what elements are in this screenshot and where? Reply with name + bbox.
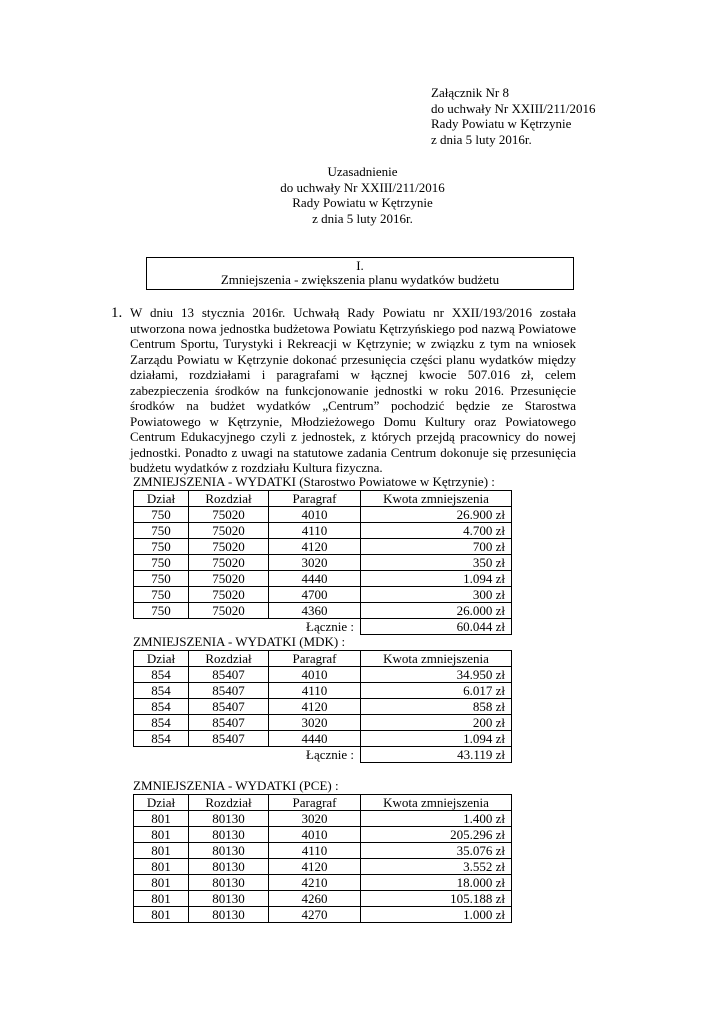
annex-header bbox=[431, 85, 596, 147]
cell-rozdzial: 85407 bbox=[189, 683, 269, 699]
header-kwota: Kwota zmniejszenia bbox=[361, 795, 512, 811]
section-heading: Zmniejszenia - zwiększenia planu wydatków budżetu bbox=[220, 272, 500, 287]
cell-kwota: 350 zł bbox=[361, 555, 512, 571]
cell-dzial: 750 bbox=[134, 587, 189, 603]
title-line: Rady Powiatu w Kętrzynie bbox=[292, 195, 433, 210]
table-total-row bbox=[134, 619, 512, 635]
cell-dzial: 801 bbox=[134, 875, 189, 891]
section-heading-box bbox=[146, 257, 574, 290]
cell-kwota: 4.700 zł bbox=[361, 523, 512, 539]
cell-kwota: 26.900 zł bbox=[361, 507, 512, 523]
document-title bbox=[0, 164, 725, 226]
cell-rozdzial: 85407 bbox=[189, 731, 269, 747]
table-row bbox=[134, 843, 512, 859]
cell-dzial: 801 bbox=[134, 827, 189, 843]
header-paragraf: Paragraf bbox=[269, 651, 361, 667]
table-row bbox=[134, 667, 512, 683]
cell-paragraf: 4270 bbox=[269, 907, 361, 923]
table-header-row bbox=[134, 491, 512, 507]
title-line: Uzasadnienie bbox=[327, 164, 398, 179]
table-total-row bbox=[134, 747, 512, 763]
cell-paragraf: 4260 bbox=[269, 891, 361, 907]
cell-rozdzial: 80130 bbox=[189, 827, 269, 843]
total-value: 60.044 zł bbox=[361, 619, 512, 635]
cell-dzial: 801 bbox=[134, 843, 189, 859]
cell-dzial: 854 bbox=[134, 731, 189, 747]
table-row bbox=[134, 587, 512, 603]
cell-rozdzial: 75020 bbox=[189, 603, 269, 619]
table-row bbox=[134, 907, 512, 923]
cell-rozdzial: 80130 bbox=[189, 875, 269, 891]
header-dzial: Dział bbox=[134, 651, 189, 667]
cell-rozdzial: 80130 bbox=[189, 859, 269, 875]
cell-kwota: 200 zł bbox=[361, 715, 512, 731]
paragraph-text: W dniu 13 stycznia 2016r. Uchwałą Rady Powiatu nr XXII/193/2016 została utworzona nowa jednostka budżetowa Powiatu Kętrzyńskiego pod nazwą Powiatowe Centrum Sportu, Turystyki i Rekreacji w Kętrzynie; w związku z tym na wniosek Zarządu Powiatu w Kętrzynie dokonać przesunięcia części planu wydatków między działami, rozdziałami i paragrafami w łącznej kwocie 507.016 zł, celem zabezpieczenia środków na funkcjonowanie jednostki w roku 2016. Przesunięcie środków na budżet wydatków „Centrum” pochodzić będzie ze Starostwa Powiatowego w Kętrzynie, Młodzieżowego Domu Kultury oraz Powiatowego Centrum Edukacyjnego czyli z jednostek, z których przejdą pracownicy do nowej jednostki. Ponadto z uwagi na statutowe zadania Centrum dokonuje się przesunięcia budżetu wydatków z rozdziału Kultura fizyczna. bbox=[130, 305, 576, 475]
cell-dzial: 750 bbox=[134, 507, 189, 523]
cell-paragraf: 4700 bbox=[269, 587, 361, 603]
cell-kwota: 3.552 zł bbox=[361, 859, 512, 875]
table-row bbox=[134, 571, 512, 587]
total-label: Łącznie : bbox=[269, 619, 361, 635]
cell-kwota: 300 zł bbox=[361, 587, 512, 603]
cell-paragraf: 4110 bbox=[269, 843, 361, 859]
table-caption: ZMNIEJSZENIA - WYDATKI (MDK) : bbox=[133, 634, 346, 649]
table-row bbox=[134, 811, 512, 827]
header-rozdzial: Rozdział bbox=[189, 491, 269, 507]
expense-table-pce bbox=[133, 794, 512, 923]
cell-dzial: 801 bbox=[134, 859, 189, 875]
cell-rozdzial: 85407 bbox=[189, 715, 269, 731]
annex-line: Załącznik Nr 8 bbox=[431, 85, 509, 100]
cell-kwota: 35.076 zł bbox=[361, 843, 512, 859]
cell-rozdzial: 80130 bbox=[189, 907, 269, 923]
section-number: I. bbox=[356, 258, 364, 273]
total-label: Łącznie : bbox=[269, 747, 361, 763]
cell-paragraf: 3020 bbox=[269, 811, 361, 827]
cell-paragraf: 4440 bbox=[269, 571, 361, 587]
cell-dzial: 750 bbox=[134, 603, 189, 619]
table-row bbox=[134, 715, 512, 731]
cell-kwota: 1.000 zł bbox=[361, 907, 512, 923]
header-rozdzial: Rozdział bbox=[189, 795, 269, 811]
cell-dzial: 854 bbox=[134, 667, 189, 683]
cell-rozdzial: 75020 bbox=[189, 587, 269, 603]
annex-line: z dnia 5 luty 2016r. bbox=[431, 131, 532, 147]
header-paragraf: Paragraf bbox=[269, 795, 361, 811]
cell-paragraf: 4010 bbox=[269, 507, 361, 523]
table-header-row bbox=[134, 795, 512, 811]
table-row bbox=[134, 891, 512, 907]
annex-line: do uchwały Nr XXIII/211/2016 bbox=[431, 100, 596, 116]
cell-paragraf: 4360 bbox=[269, 603, 361, 619]
cell-kwota: 1.094 zł bbox=[361, 731, 512, 747]
cell-rozdzial: 75020 bbox=[189, 555, 269, 571]
table-row bbox=[134, 731, 512, 747]
cell-kwota: 105.188 zł bbox=[361, 891, 512, 907]
table-caption: ZMNIEJSZENIA - WYDATKI (Starostwo Powiatowe w Kętrzynie) : bbox=[133, 474, 495, 489]
header-kwota: Kwota zmniejszenia bbox=[361, 491, 512, 507]
cell-rozdzial: 80130 bbox=[189, 811, 269, 827]
annex-line: Rady Powiatu w Kętrzynie bbox=[431, 116, 572, 131]
cell-dzial: 750 bbox=[134, 571, 189, 587]
cell-dzial: 801 bbox=[134, 891, 189, 907]
cell-kwota: 700 zł bbox=[361, 539, 512, 555]
cell-dzial: 854 bbox=[134, 699, 189, 715]
paragraph-number: 1. bbox=[111, 305, 123, 321]
cell-kwota: 858 zł bbox=[361, 699, 512, 715]
table-row bbox=[134, 539, 512, 555]
cell-rozdzial: 75020 bbox=[189, 507, 269, 523]
table-row bbox=[134, 555, 512, 571]
cell-dzial: 854 bbox=[134, 683, 189, 699]
table-row bbox=[134, 683, 512, 699]
cell-paragraf: 4120 bbox=[269, 699, 361, 715]
cell-kwota: 26.000 zł bbox=[361, 603, 512, 619]
cell-dzial: 801 bbox=[134, 811, 189, 827]
table-row bbox=[134, 859, 512, 875]
cell-paragraf: 4110 bbox=[269, 523, 361, 539]
table-row bbox=[134, 507, 512, 523]
cell-rozdzial: 80130 bbox=[189, 843, 269, 859]
cell-kwota: 205.296 zł bbox=[361, 827, 512, 843]
header-kwota: Kwota zmniejszenia bbox=[361, 651, 512, 667]
cell-paragraf: 4010 bbox=[269, 667, 361, 683]
cell-paragraf: 4110 bbox=[269, 683, 361, 699]
cell-kwota: 34.950 zł bbox=[361, 667, 512, 683]
expense-table-mdk bbox=[133, 650, 512, 763]
cell-dzial: 750 bbox=[134, 539, 189, 555]
cell-kwota: 18.000 zł bbox=[361, 875, 512, 891]
table-caption: ZMNIEJSZENIA - WYDATKI (PCE) : bbox=[133, 778, 339, 793]
cell-rozdzial: 80130 bbox=[189, 891, 269, 907]
header-dzial: Dział bbox=[134, 795, 189, 811]
cell-rozdzial: 85407 bbox=[189, 699, 269, 715]
cell-dzial: 750 bbox=[134, 555, 189, 571]
cell-rozdzial: 85407 bbox=[189, 667, 269, 683]
title-line: do uchwały Nr XXIII/211/2016 bbox=[280, 179, 445, 195]
expense-table-starostwo bbox=[133, 490, 512, 635]
table-row bbox=[134, 699, 512, 715]
header-paragraf: Paragraf bbox=[269, 491, 361, 507]
cell-paragraf: 4210 bbox=[269, 875, 361, 891]
cell-rozdzial: 75020 bbox=[189, 539, 269, 555]
cell-paragraf: 4440 bbox=[269, 731, 361, 747]
cell-paragraf: 4010 bbox=[269, 827, 361, 843]
cell-dzial: 801 bbox=[134, 907, 189, 923]
cell-paragraf: 3020 bbox=[269, 715, 361, 731]
cell-kwota: 1.400 zł bbox=[361, 811, 512, 827]
header-dzial: Dział bbox=[134, 491, 189, 507]
table-row bbox=[134, 827, 512, 843]
cell-kwota: 1.094 zł bbox=[361, 571, 512, 587]
cell-dzial: 854 bbox=[134, 715, 189, 731]
cell-paragraf: 4120 bbox=[269, 859, 361, 875]
title-line: z dnia 5 luty 2016r. bbox=[312, 210, 413, 226]
cell-dzial: 750 bbox=[134, 523, 189, 539]
table-row bbox=[134, 875, 512, 891]
table-row bbox=[134, 523, 512, 539]
cell-paragraf: 3020 bbox=[269, 555, 361, 571]
cell-rozdzial: 75020 bbox=[189, 523, 269, 539]
cell-kwota: 6.017 zł bbox=[361, 683, 512, 699]
cell-rozdzial: 75020 bbox=[189, 571, 269, 587]
header-rozdzial: Rozdział bbox=[189, 651, 269, 667]
table-row bbox=[134, 603, 512, 619]
cell-paragraf: 4120 bbox=[269, 539, 361, 555]
table-header-row bbox=[134, 651, 512, 667]
total-value: 43.119 zł bbox=[361, 747, 512, 763]
